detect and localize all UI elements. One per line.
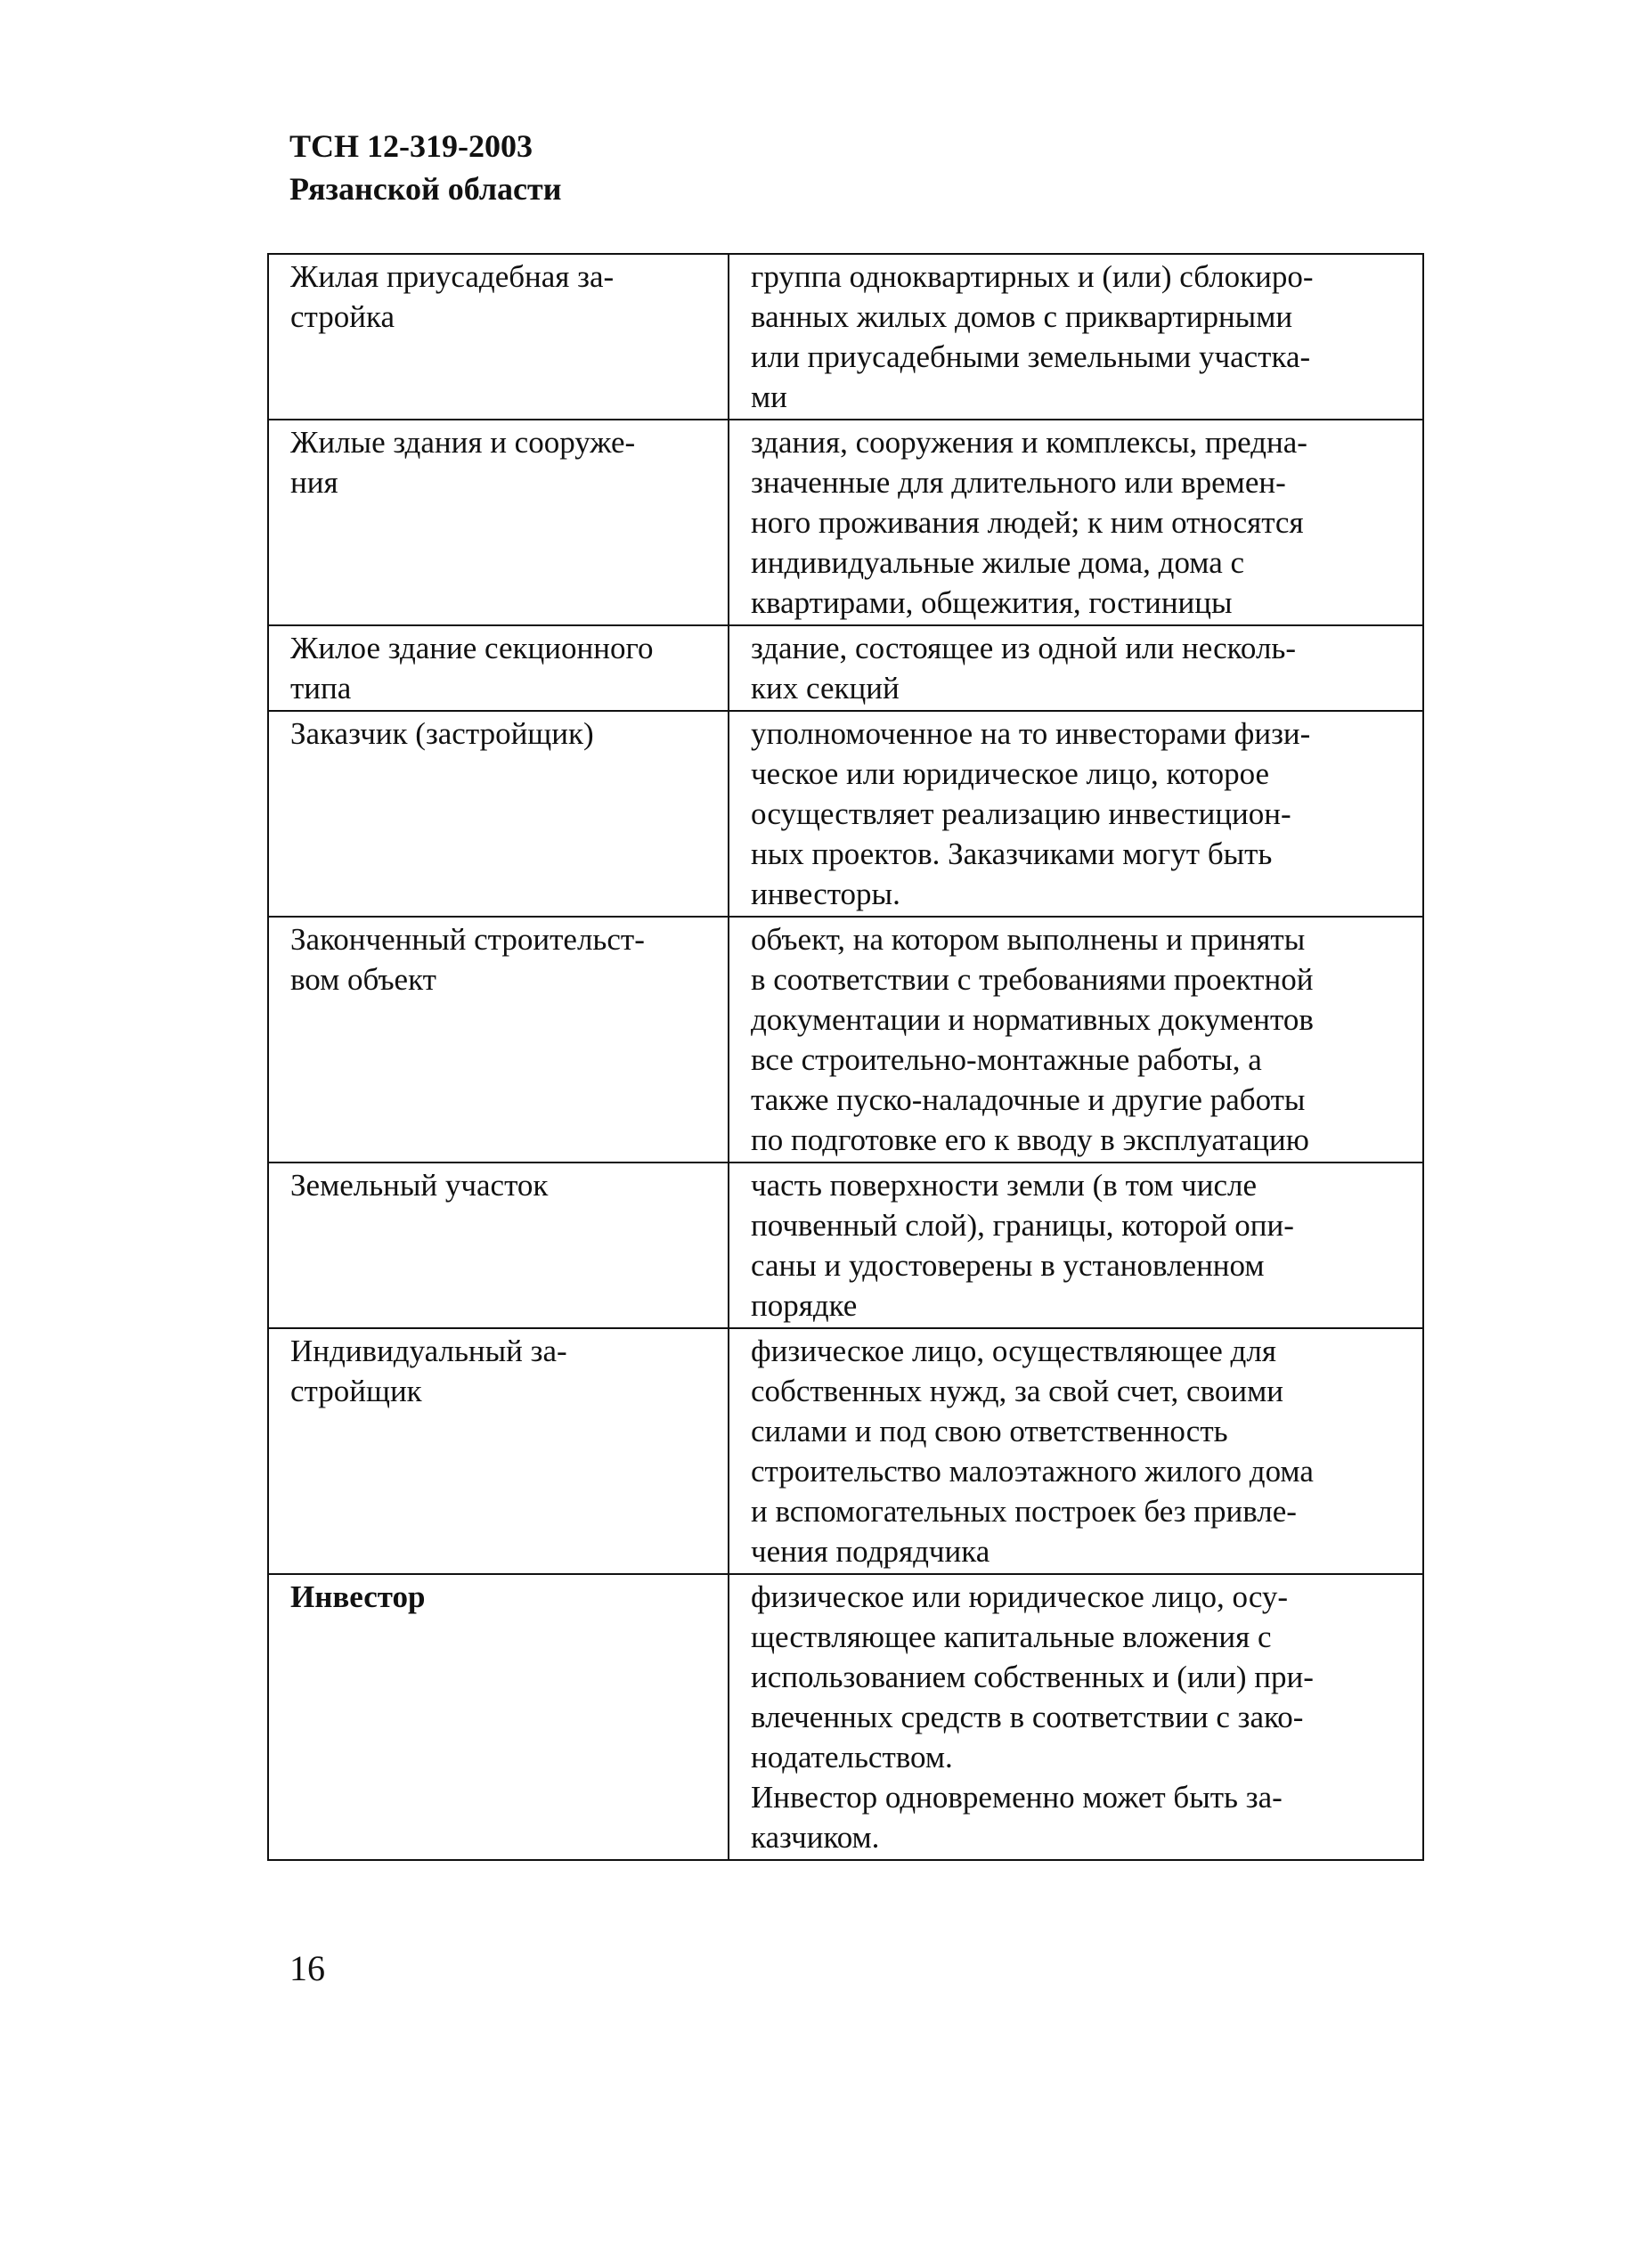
- glossary-term-line: ния: [290, 465, 338, 500]
- glossary-row: [268, 420, 1423, 625]
- glossary-row: [268, 254, 1423, 420]
- glossary-term-line: вом объект: [290, 962, 436, 997]
- glossary-row: [268, 711, 1423, 917]
- glossary-definition-line: использованием собственных и (или) при-: [751, 1660, 1314, 1694]
- glossary-definition-line: собственных нужд, за свой счет, своими: [751, 1374, 1283, 1408]
- glossary-definition-line: группа одноквартирных и (или) сблокиро-: [751, 259, 1314, 294]
- glossary-definition-line: саны и удостоверены в установленном: [751, 1248, 1265, 1283]
- glossary-row: [268, 1574, 1423, 1860]
- glossary-definition-cell: [729, 420, 1423, 625]
- glossary-definition-line: физическое или юридическое лицо, осу-: [751, 1579, 1289, 1614]
- glossary-term-cell: [268, 625, 729, 711]
- glossary-term-cell: [268, 1163, 729, 1328]
- glossary-definition-line: ких секций: [751, 671, 900, 706]
- glossary-definition-cell: [729, 625, 1423, 711]
- glossary-definition-line: чения подрядчика: [751, 1534, 990, 1569]
- glossary-term-line: стройка: [290, 299, 395, 334]
- glossary-definition-line: объект, на котором выполнены и приняты: [751, 922, 1306, 957]
- glossary-definition-cell: [729, 254, 1423, 420]
- glossary-definition-line: казчиком.: [751, 1820, 880, 1855]
- glossary-row: [268, 625, 1423, 711]
- glossary-term-line: Заказчик (застройщик): [290, 716, 594, 751]
- glossary-term-line: Индивидуальный за-: [290, 1334, 567, 1368]
- glossary-definition-line: индивидуальные жилые дома, дома с: [751, 545, 1245, 580]
- glossary-definition-cell: [729, 711, 1423, 917]
- glossary-definition-line: Инвестор одновременно может быть за-: [751, 1780, 1283, 1815]
- glossary-definition-line: ванных жилых домов с приквартирными: [751, 299, 1293, 334]
- glossary-term-line: Жилые здания и сооруже-: [290, 425, 636, 460]
- glossary-definition-line: часть поверхности земли (в том числе: [751, 1168, 1257, 1203]
- glossary-term-line: Законченный строительст-: [290, 922, 645, 957]
- glossary-definition-line: и вспомогательных построек без привле-: [751, 1494, 1297, 1529]
- glossary-term-cell: [268, 254, 729, 420]
- glossary-term-cell: [268, 1328, 729, 1574]
- standard-code: ТСН 12-319-2003: [289, 128, 533, 164]
- glossary-term-line: Жилое здание секционного: [290, 631, 654, 665]
- glossary-definition-line: порядке: [751, 1288, 858, 1323]
- glossary-term-line: Земельный участок: [290, 1168, 549, 1203]
- glossary-term-cell: [268, 917, 729, 1163]
- glossary-term-line: Инвестор: [290, 1579, 426, 1614]
- glossary-definition-line: влеченных средств в соответствии с зако-: [751, 1700, 1304, 1734]
- glossary-definition-cell: [729, 1163, 1423, 1328]
- glossary-definition-line: в соответствии с требованиями проектной: [751, 962, 1314, 997]
- glossary-definition-line: почвенный слой), границы, которой опи-: [751, 1208, 1294, 1243]
- glossary-definition-line: инвесторы.: [751, 877, 900, 911]
- glossary-definition-line: силами и под свою ответственность: [751, 1414, 1228, 1448]
- glossary-definition-line: ми: [751, 379, 787, 414]
- glossary-definition-line: все строительно-монтажные работы, а: [751, 1042, 1262, 1077]
- glossary-definition-line: значенные для длительного или времен-: [751, 465, 1286, 500]
- glossary-table-body: [268, 254, 1423, 1860]
- page-number: 16: [289, 1948, 325, 1988]
- region-name: Рязанской области: [289, 171, 562, 207]
- glossary-definition-line: осуществляет реализацию инвестицион-: [751, 796, 1291, 831]
- glossary-definition-line: уполномоченное на то инвесторами физи-: [751, 716, 1311, 751]
- glossary-definition-cell: [729, 1574, 1423, 1860]
- glossary-term-line: стройщик: [290, 1374, 422, 1408]
- glossary-definition-line: документации и нормативных документов: [751, 1002, 1314, 1037]
- glossary-definition-line: здание, состоящее из одной или несколь-: [751, 631, 1297, 665]
- glossary-row: [268, 917, 1423, 1163]
- glossary-definition-cell: [729, 917, 1423, 1163]
- glossary-term-cell: [268, 420, 729, 625]
- document-header: [289, 125, 561, 210]
- glossary-definition-line: физическое лицо, осуществляющее для: [751, 1334, 1276, 1368]
- glossary-definition-line: строительство малоэтажного жилого дома: [751, 1454, 1314, 1489]
- glossary-definition-line: нодательством.: [751, 1740, 953, 1774]
- glossary-definition-line: также пуско-наладочные и другие работы: [751, 1082, 1306, 1117]
- glossary-table: [267, 253, 1424, 1861]
- glossary-definition-line: или приусадебными земельными участка-: [751, 339, 1311, 374]
- glossary-term-cell: [268, 1574, 729, 1860]
- glossary-definition-line: ческое или юридическое лицо, которое: [751, 756, 1270, 791]
- glossary-definition-line: по подготовке его к вводу в эксплуатацию: [751, 1122, 1309, 1157]
- glossary-term-line: Жилая приусадебная за-: [290, 259, 615, 294]
- glossary-definition-line: ществляющее капитальные вложения с: [751, 1619, 1272, 1654]
- glossary-definition-line: ных проектов. Заказчиками могут быть: [751, 836, 1273, 871]
- glossary-term-line: типа: [290, 671, 352, 706]
- glossary-definition-line: ного проживания людей; к ним относятся: [751, 505, 1304, 540]
- glossary-definition-line: здания, сооружения и комплексы, предна-: [751, 425, 1307, 460]
- glossary-definition-cell: [729, 1328, 1423, 1574]
- glossary-row: [268, 1163, 1423, 1328]
- glossary-definition-line: квартирами, общежития, гостиницы: [751, 585, 1233, 620]
- glossary-row: [268, 1328, 1423, 1574]
- glossary-term-cell: [268, 711, 729, 917]
